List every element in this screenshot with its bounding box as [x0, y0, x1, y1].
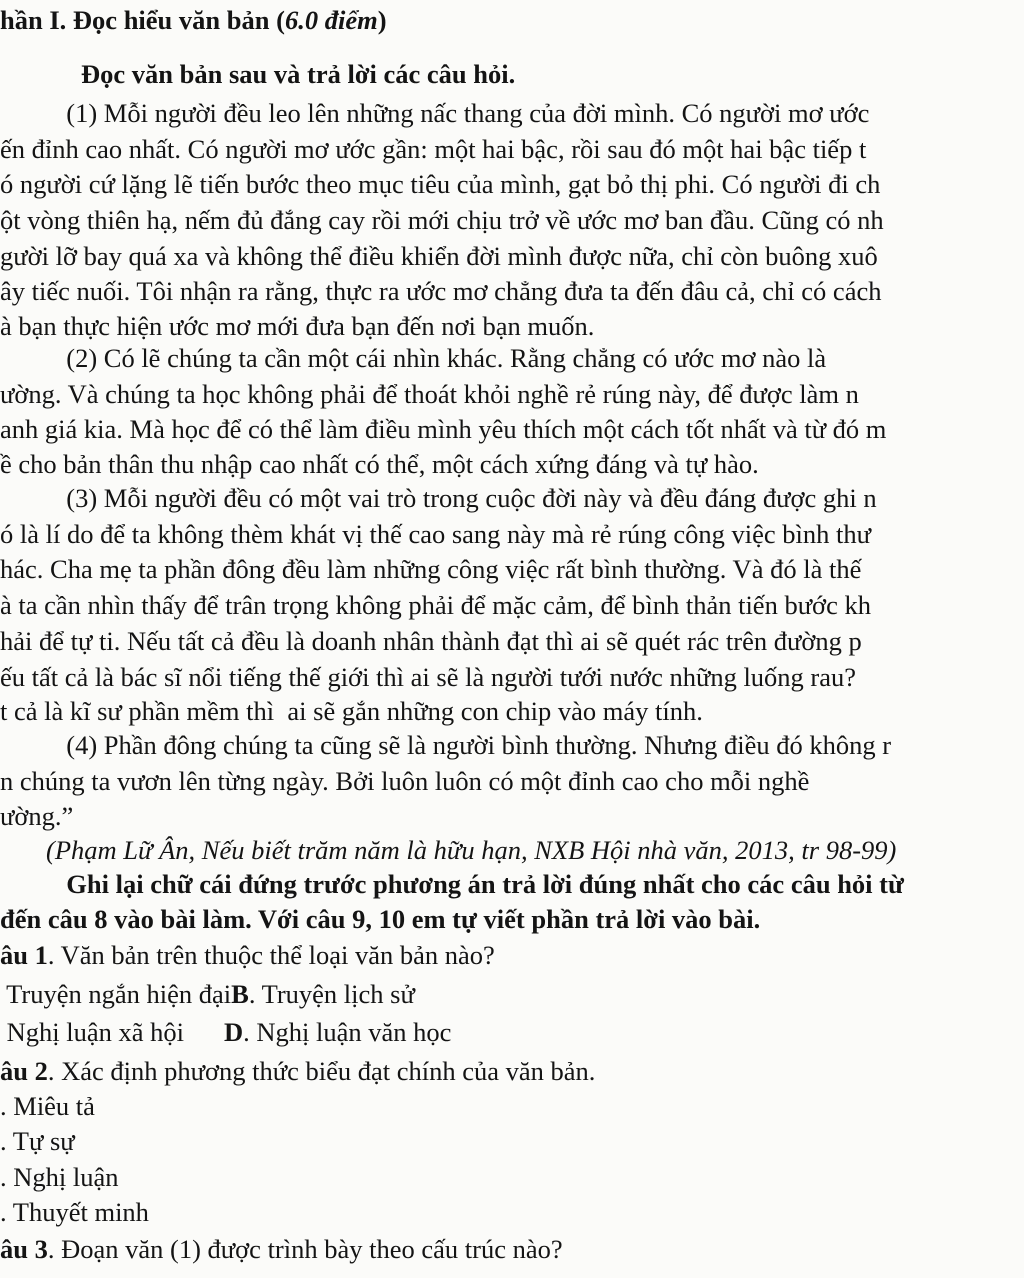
passage-line: (1) Mỗi người đều leo lên những nấc thang của đời mình. Có người mơ ước — [0, 98, 870, 128]
passage-line: (3) Mỗi người đều có một vai trò trong cuộc đời này và đều đáng được ghi n — [0, 483, 877, 513]
passage-line: ếu tất cả là bác sĩ nổi tiếng thế giới thì ai sẽ là người tưới nước những luống rau? — [0, 662, 857, 692]
option-b-label: B — [231, 979, 249, 1009]
option-d-label: D — [224, 1017, 244, 1047]
section-heading — [0, 4, 387, 36]
question-2-text: . Xác định phương thức biểu đạt chính của văn bản. — [47, 1056, 596, 1086]
passage-line: à ta cần nhìn thấy để trân trọng không phải để mặc cảm, để bình thản tiến bước kh — [0, 590, 871, 620]
passage-line: anh giá kia. Mà học để có thể làm điều mình yêu thích một cách tốt nhất và từ đó m — [0, 414, 887, 444]
passage-line: gười lỡ bay quá xa và không thể điều khiển đời mình được nữa, chỉ còn buông xuô — [0, 241, 878, 271]
passage-line: ường. Và chúng ta học không phải để thoát khỏi nghề rẻ rúng này, để được làm n — [0, 379, 859, 409]
reading-instruction: Đọc văn bản sau và trả lời các câu hỏi. — [81, 59, 516, 89]
question-1-label: âu 1 — [0, 940, 48, 970]
passage-line: ó là lí do để ta không thèm khát vị thế cao sang này mà rẻ rúng công việc bình thư — [0, 519, 871, 549]
task-instruction-line: Ghi lại chữ cái đứng trước phương án trả lời đúng nhất cho các câu hỏi từ — [0, 869, 904, 899]
question-2-option: . Miêu tả — [0, 1091, 95, 1121]
passage-line: ó người cứ lặng lẽ tiến bước theo mục tiêu của mình, gạt bỏ thị phi. Có người đi ch — [0, 169, 881, 199]
option-b: . Truyện lịch sử — [248, 979, 415, 1009]
passage-line: ột vòng thiên hạ, nếm đủ đắng cay rồi mới chịu trở về ước mơ ban đầu. Cũng có nh — [0, 205, 884, 235]
question-3-label: âu 3 — [0, 1234, 48, 1264]
source-citation: (Phạm Lữ Ân, Nếu biết trăm năm là hữu hạn, NXB Hội nhà văn, 2013, tr 98-99) — [46, 835, 897, 865]
task-instruction-line: đến câu 8 vào bài làm. Với câu 9, 10 em tự viết phần trả lời vào bài. — [0, 904, 761, 934]
question-1-options-row-2 — [0, 1016, 451, 1048]
question-3 — [0, 1233, 563, 1265]
heading-suffix: ) — [377, 5, 387, 35]
question-2 — [0, 1055, 595, 1087]
option-a: Truyện ngắn hiện đại — [0, 979, 232, 1009]
question-1 — [0, 939, 495, 971]
passage-line: ường.” — [0, 801, 74, 831]
passage-line: t cả là kĩ sư phần mềm thì ai sẽ gắn những con chip vào máy tính. — [0, 696, 703, 726]
option-d: . Nghị luận văn học — [243, 1017, 452, 1047]
question-3-text: . Đoạn văn (1) được trình bày theo cấu trúc nào? — [47, 1234, 563, 1264]
passage-line: ây tiếc nuối. Tôi nhận ra rằng, thực ra ước mơ chẳng đưa ta đến đâu cả, chỉ có cách — [0, 276, 882, 306]
heading-score: 6.0 điểm — [284, 5, 378, 35]
heading-prefix: hần I. Đọc hiểu văn bản ( — [0, 5, 285, 35]
passage-line: (4) Phần đông chúng ta cũng sẽ là người bình thường. Nhưng điều đó không r — [0, 730, 892, 760]
passage-line: ề cho bản thân thu nhập cao nhất có thể, một cách xứng đáng và tự hào. — [0, 449, 759, 479]
passage-line: hải để tự ti. Nếu tất cả đều là doanh nhân thành đạt thì ai sẽ quét rác trên đường p — [0, 626, 862, 656]
question-2-label: âu 2 — [0, 1056, 48, 1086]
passage-line: hác. Cha mẹ ta phần đông đều làm những công việc rất bình thường. Và đó là thế — [0, 554, 862, 584]
question-1-text: . Văn bản trên thuộc thể loại văn bản nào? — [47, 940, 495, 970]
question-2-option: . Nghị luận — [0, 1162, 119, 1192]
question-2-option: . Tự sự — [0, 1126, 75, 1156]
passage-line: ến đỉnh cao nhất. Có người mơ ước gần: một hai bậc, rồi sau đó một hai bậc tiếp t — [0, 134, 867, 164]
question-1-options-row-1 — [0, 978, 415, 1010]
option-c: Nghị luận xã hội — [0, 1017, 184, 1047]
question-2-option: . Thuyết minh — [0, 1197, 149, 1227]
passage-line: (2) Có lẽ chúng ta cần một cái nhìn khác. Rằng chẳng có ước mơ nào là — [0, 343, 827, 373]
passage-line: à bạn thực hiện ước mơ mới đưa bạn đến nơi bạn muốn. — [0, 311, 595, 341]
passage-line: n chúng ta vươn lên từng ngày. Bởi luôn luôn có một đỉnh cao cho mỗi nghề — [0, 766, 810, 796]
